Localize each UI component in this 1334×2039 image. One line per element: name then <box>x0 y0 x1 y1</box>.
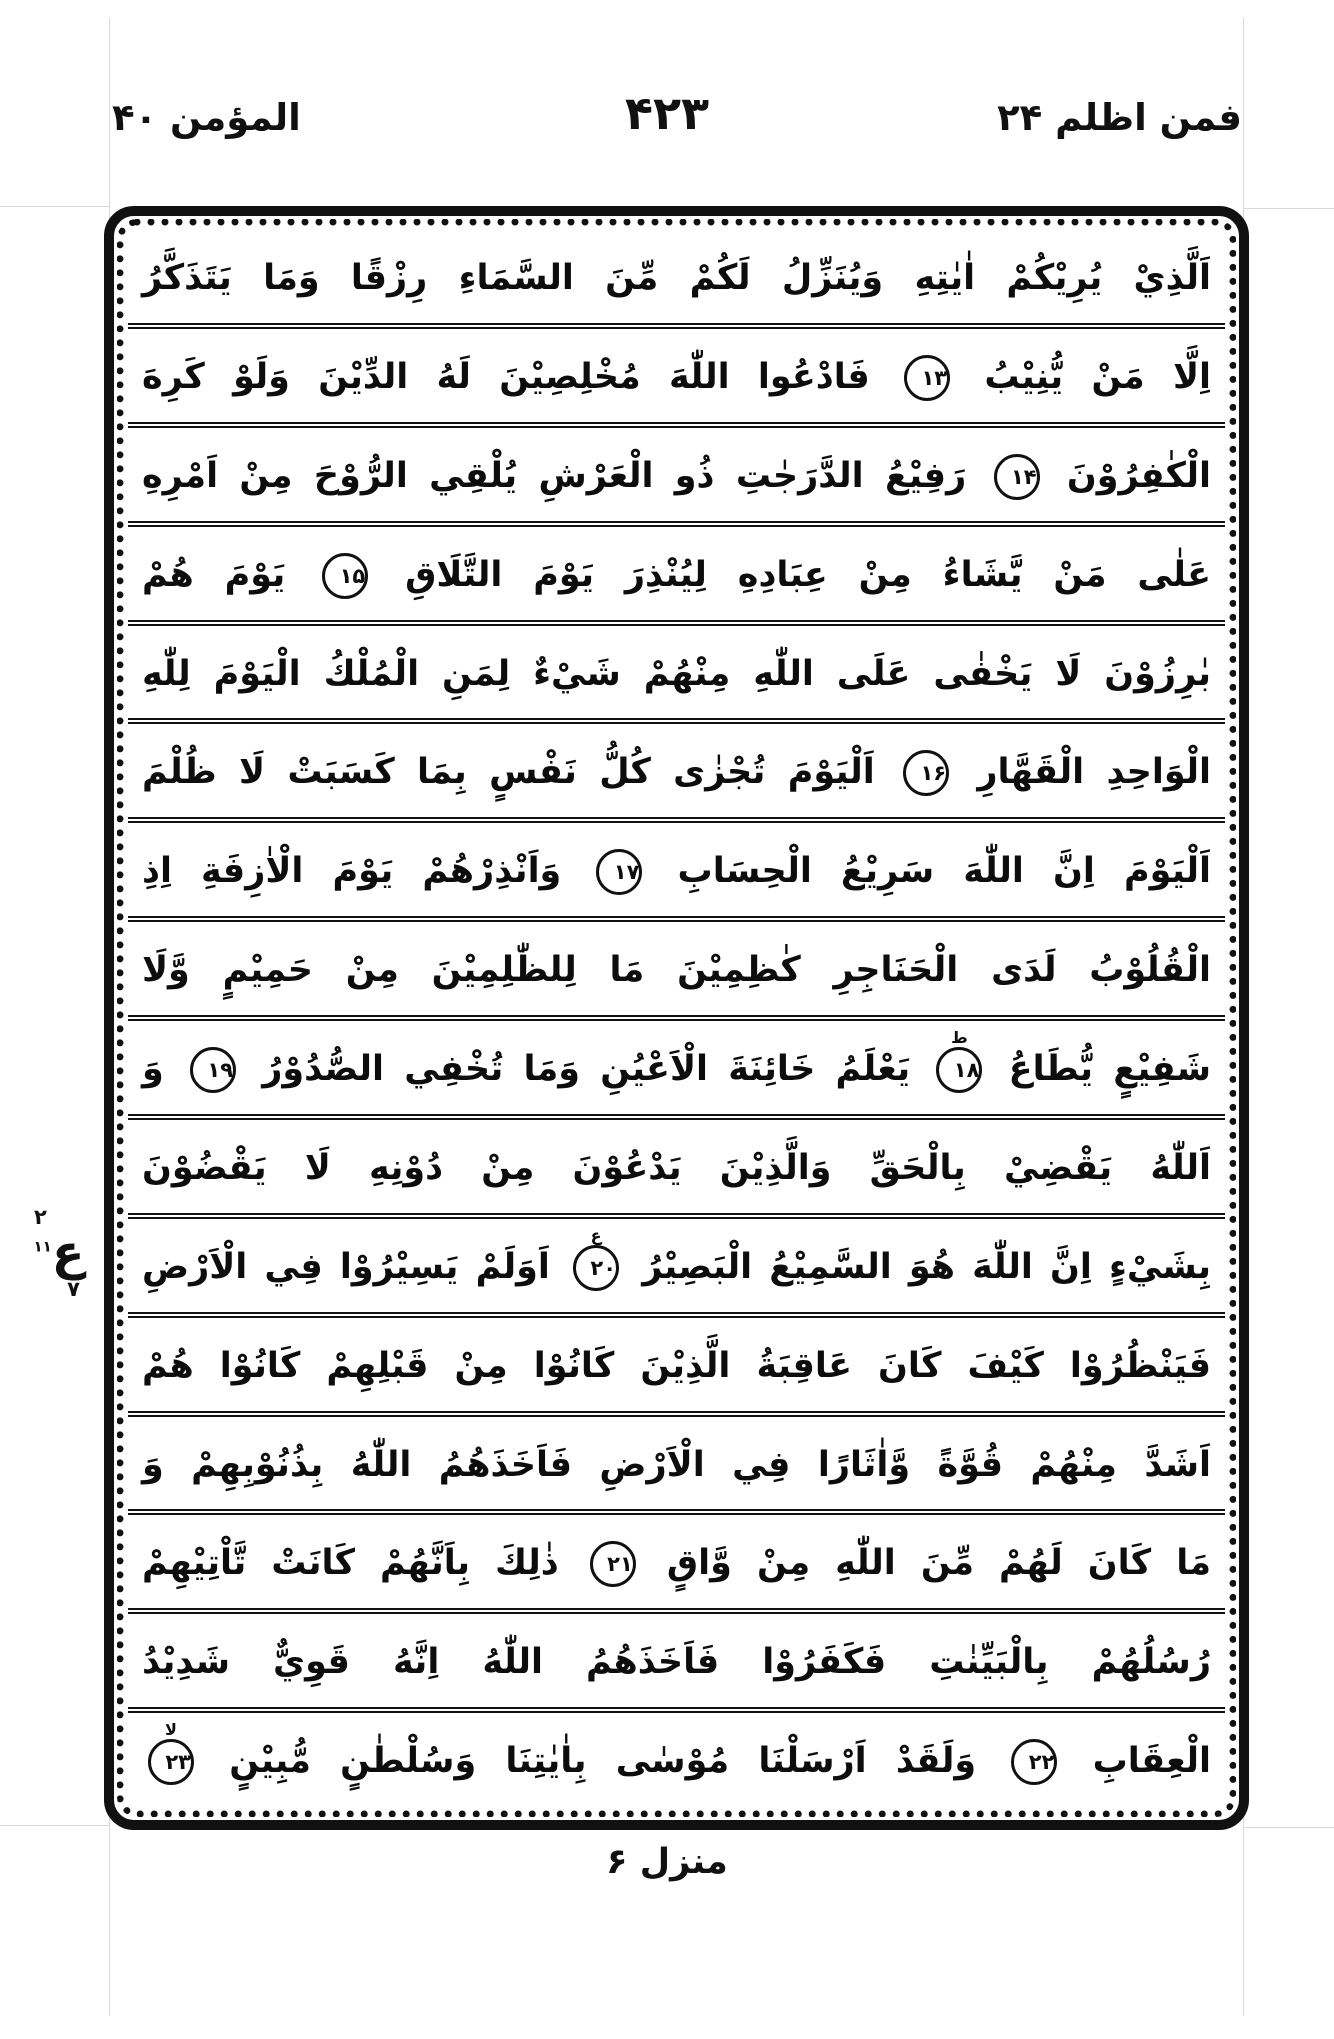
ayah-text: فَيَنْظُرُوْا كَيْفَ كَانَ عَاقِبَةُ الَّذِيْنَ كَانُوْا مِنْ قَبْلِهِمْ كَانُوْا هُمْ <box>142 1345 1211 1386</box>
verse-stop-mark: لا <box>165 1720 177 1740</box>
top-right-guide-line <box>1243 208 1334 209</box>
decorative-border-frame <box>104 206 1249 1830</box>
quran-line <box>128 620 1225 719</box>
ayah-text: اَوَلَمْ يَسِيْرُوْا فِي الْاَرْضِ <box>142 1246 550 1287</box>
ayah-text: شَفِيْعٍ يُّطَاعُ <box>1008 1049 1212 1089</box>
verse-stop-mark: ع <box>590 1225 602 1245</box>
bottom-left-guide-line <box>0 1825 110 1826</box>
verse-number-badge <box>322 553 368 599</box>
verse-number-badge <box>1011 1739 1057 1785</box>
quran-line <box>128 718 1225 817</box>
quran-line <box>128 817 1225 916</box>
ayah-text: الْوَاحِدِ الْقَهَّارِ <box>977 752 1211 793</box>
verse-number-badge <box>904 355 950 401</box>
ayah-text: الْقُلُوْبُ لَدَى الْحَنَاجِرِ كٰظِمِيْنَ مَا لِلظّٰلِمِيْنَ مِنْ حَمِيْمٍ وَّلَا <box>142 950 1211 991</box>
ayah-text: الْكٰفِرُوْنَ <box>1066 455 1212 496</box>
verse-number-badge <box>994 454 1040 500</box>
ruku-verse-count: ۱۱ <box>33 1237 52 1256</box>
juz-label: فمن اظلم ۲۴ <box>997 96 1242 139</box>
ayah-text: اَلَّذِيْ يُرِيْكُمْ اٰيٰتِهِ وَيُنَزِّلُ لَكُمْ مِّنَ السَّمَاءِ رِزْقًا وَمَا يَتَذَكَّرُ <box>142 258 1211 298</box>
ayah-text: اَشَدَّ مِنْهُمْ قُوَّةً وَّاٰثَارًا فِي الْاَرْضِ فَاَخَذَهُمُ اللّٰهُ بِذُنُوْبِهِمْ وَ <box>142 1444 1211 1485</box>
ayah-text: يَوْمَ هُمْ <box>142 554 286 595</box>
verse-number-badge <box>936 1028 982 1093</box>
quran-line <box>128 1114 1225 1213</box>
manzil-label: منزل ۶ <box>606 1842 728 1882</box>
verse-number-badge <box>148 1720 194 1785</box>
verse-number: ۲۰ <box>590 1255 617 1280</box>
ayah-text: رُسُلُهُمْ بِالْبَيِّنٰتِ فَكَفَرُوْا فَاَخَذَهُمُ اللّٰهُ اِنَّهُ قَوِيٌّ شَدِيْدُ <box>142 1642 1211 1683</box>
bottom-right-guide-line <box>1243 1827 1334 1828</box>
verse-number-badge <box>590 1541 636 1587</box>
verse-number: ۲۲ <box>1028 1750 1055 1775</box>
ayah-text: وَ <box>142 1049 164 1089</box>
quran-lines <box>128 230 1225 1806</box>
quran-line <box>128 1608 1225 1707</box>
ayah-text: رَفِيْعُ الدَّرَجٰتِ ذُو الْعَرْشِ يُلْقِي الرُّوْحَ مِنْ اَمْرِهِ <box>142 455 967 496</box>
ayah-text: يَعْلَمُ خَائِنَةَ الْاَعْيُنِ وَمَا تُخْفِي الصُّدُوْرُ <box>262 1049 911 1089</box>
quran-line <box>128 1015 1225 1114</box>
verse-number: ۱۵ <box>339 563 366 588</box>
quran-line <box>128 916 1225 1015</box>
verse-stop-mark: ط <box>951 1028 968 1047</box>
quran-line <box>128 1509 1225 1608</box>
quran-line <box>128 521 1225 620</box>
ayah-text: ذٰلِكَ بِاَنَّهُمْ كَانَتْ تَّاْتِيْهِمْ <box>142 1543 559 1584</box>
quran-line <box>128 230 1225 323</box>
bead-ornament-border <box>117 219 1236 1817</box>
quran-line <box>128 422 1225 521</box>
verse-number: ۱۹ <box>207 1058 234 1082</box>
quran-line <box>128 1312 1225 1411</box>
verse-number: ۲۱ <box>607 1552 633 1577</box>
quran-line <box>128 323 1225 422</box>
ruku-lower-number: ۷ <box>67 1277 80 1302</box>
verse-number-badge <box>573 1225 619 1291</box>
page-number: ۴۲۳ <box>624 86 710 140</box>
ayah-text: اَلْيَوْمَ تُجْزٰى كُلُّ نَفْسٍ بِمَا كَسَبَتْ لَا ظُلْمَ <box>142 752 875 793</box>
ayah-text: بٰرِزُوْنَ لَا يَخْفٰى عَلَى اللّٰهِ مِنْهُمْ شَيْءٌ لِمَنِ الْمُلْكُ الْيَوْمَ لِلّٰهِ <box>142 653 1211 694</box>
ayah-text: اَلْيَوْمَ اِنَّ اللّٰهَ سَرِيْعُ الْحِسَابِ <box>677 851 1212 892</box>
top-left-guide-line <box>0 206 110 207</box>
ayah-text: مَا كَانَ لَهُمْ مِّنَ اللّٰهِ مِنْ وَّاقٍ <box>666 1543 1212 1584</box>
verse-number: ۱۴ <box>1010 464 1037 489</box>
ayah-text: الْعِقَابِ <box>1092 1741 1211 1782</box>
quran-line <box>128 1213 1225 1312</box>
verse-number: ۲۳ <box>165 1750 191 1775</box>
ayah-text: عَلٰى مَنْ يَّشَاءُ مِنْ عِبَادِهِ لِيُنْذِرَ يَوْمَ التَّلَاقِ <box>405 554 1211 595</box>
ayah-text: وَاَنْذِرْهُمْ يَوْمَ الْاٰزِفَةِ اِذِ <box>142 851 562 892</box>
ayah-text: اَللّٰهُ يَقْضِيْ بِالْحَقِّ وَالَّذِيْنَ يَدْعُوْنَ مِنْ دُوْنِهِ لَا يَقْضُوْنَ <box>142 1147 1211 1188</box>
ruku-margin-marker <box>24 1206 94 1300</box>
verse-number-badge <box>596 849 642 895</box>
page-header <box>0 86 1334 152</box>
verse-number: ۱۳ <box>921 365 948 390</box>
page-footer <box>0 1842 1334 1882</box>
ayah-text: فَادْعُوا اللّٰهَ مُخْلِصِيْنَ لَهُ الدِّيْنَ وَلَوْ كَرِهَ <box>142 356 870 397</box>
ayah-text: بِشَيْءٍ اِنَّ اللّٰهَ هُوَ السَّمِيْعُ الْبَصِيْرُ <box>642 1246 1212 1287</box>
quran-line <box>128 1411 1225 1510</box>
verse-number: ۱۸ <box>953 1058 980 1082</box>
ruku-number: ۲ <box>34 1205 47 1229</box>
verse-number-badge <box>190 1047 236 1093</box>
ayah-text: وَلَقَدْ اَرْسَلْنَا مُوْسٰى بِاٰيٰتِنَا وَسُلْطٰنٍ مُّبِيْنٍ <box>229 1741 977 1782</box>
verse-number: ۱۷ <box>613 860 640 885</box>
verse-number-badge <box>903 750 949 796</box>
ayah-text: اِلَّا مَنْ يُّنِيْبُ <box>984 356 1212 397</box>
surah-label: المؤمن ۴۰ <box>112 96 301 139</box>
verse-number: ۱۶ <box>920 761 947 786</box>
ruku-ain-letter: ع <box>51 1225 85 1282</box>
quran-line <box>128 1707 1225 1806</box>
